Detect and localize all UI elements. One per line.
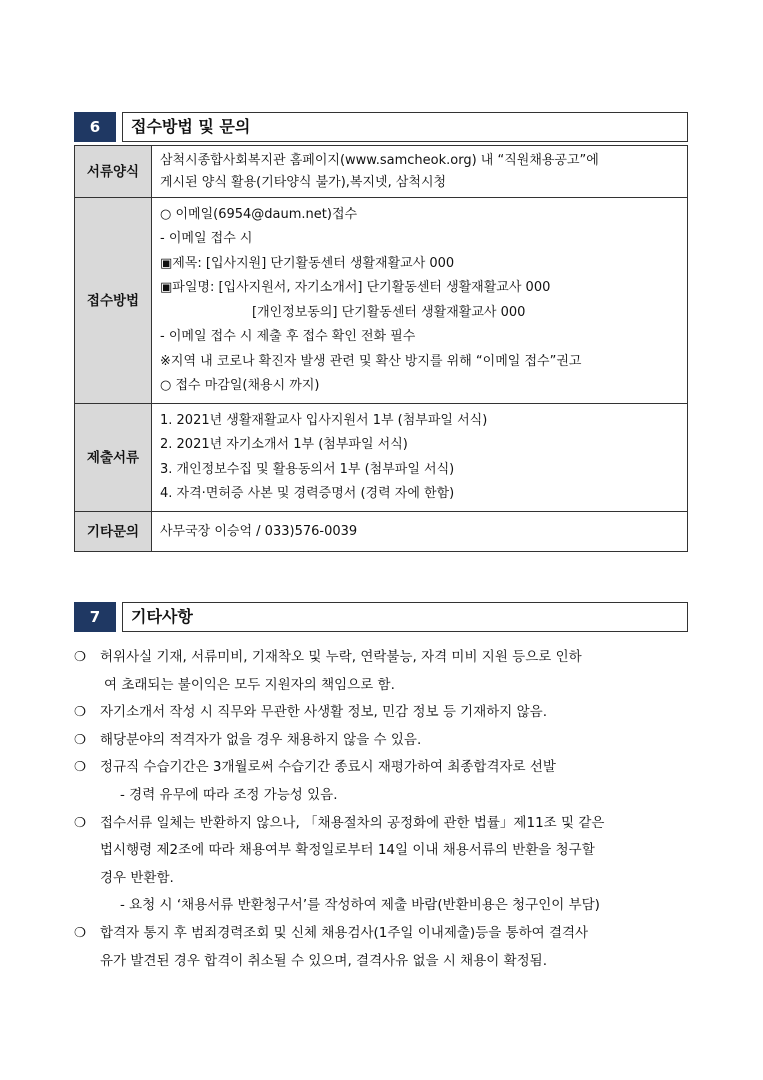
text-line: - 이메일 접수 시	[160, 231, 253, 246]
text-line: 게시된 양식 활용(기타양식 불가),복지넷, 삼척시청	[160, 174, 447, 190]
section-7-title: 기타사항	[122, 602, 688, 632]
row-label: 서류양식	[75, 146, 152, 198]
text-line: ▣파일명: [입사지원서, 자기소개서] 단기활동센터 생활재활교사 000	[160, 280, 551, 295]
text-line: 해당분야의 적격자가 없을 경우 채용하지 않을 수 있음.	[100, 731, 422, 748]
circle-bullet-icon: ❍	[74, 649, 87, 665]
row-label: 제출서류	[75, 404, 152, 512]
list-item	[74, 920, 692, 975]
row-value	[152, 146, 688, 198]
text-line: ▣제목: [입사지원] 단기활동센터 생활재활교사 000	[160, 255, 455, 271]
row-label: 접수방법	[75, 198, 152, 404]
text-line: 법시행령 제2조에 따라 채용여부 확정일로부터 14일 이내 채용서류의 반환을 청구할	[100, 842, 595, 859]
table-row	[75, 404, 688, 512]
list-item	[74, 754, 692, 809]
sub-note: - 요청 시 ‘채용서류 반환청구서’를 작성하여 제출 바람(반환비용은 청구인이 부담)	[120, 897, 600, 914]
circle-bullet-icon: ❍	[74, 704, 87, 721]
text-line: 여 초래되는 불이익은 모두 지원자의 책임으로 함.	[104, 676, 395, 693]
text-line: - 이메일 접수 시 제출 후 접수 확인 전화 필수	[160, 329, 416, 344]
text-line: 2. 2021년 자기소개서 1부 (첨부파일 서식)	[160, 437, 408, 452]
circle-bullet-icon: ❍	[74, 759, 87, 776]
text-line: 삼척시종합사회복지관 홈페이지(www.samcheok.org) 내 “직원채용공고”에	[160, 152, 599, 168]
text-line: 4. 자격·면허증 사본 및 경력증명서 (경력 자에 한함)	[160, 486, 455, 501]
list-item	[74, 644, 692, 699]
section-6-title: 접수방법 및 문의	[122, 112, 688, 142]
text-line: 허위사실 기재, 서류미비, 기재착오 및 누락, 연락불능, 자격 미비 지원 등으로 인하	[100, 649, 582, 665]
text-line: 경우 반환함.	[100, 869, 174, 886]
text-line: 접수서류 일체는 반환하지 않으나, 「채용절차의 공정화에 관한 법률」제11조 및 같은	[100, 814, 605, 831]
row-value	[152, 512, 688, 552]
text-line: 자기소개서 작성 시 직무와 무관한 사생활 정보, 민감 정보 등 기재하지 않음.	[100, 704, 548, 721]
text-line: [개인정보동의] 단기활동센터 생활재활교사 000	[252, 304, 526, 320]
text-line: ※지역 내 코로나 확진자 발생 관련 및 확산 방지를 위해 “이메일 접수”권고	[160, 353, 582, 369]
list-item	[74, 699, 692, 727]
text-line: 3. 개인정보수집 및 활용동의서 1부 (첨부파일 서식)	[160, 461, 455, 477]
text-line: ○ 접수 마감일(채용시 까지)	[160, 378, 320, 393]
text-line: 정규직 수습기간은 3개월로써 수습기간 종료시 재평가하여 최종합격자로 선발	[100, 759, 556, 776]
text-line: 사무국장 이승억 / 033)576-0039	[160, 523, 358, 539]
text-line: 1. 2021년 생활재활교사 입사지원서 1부 (첨부파일 서식)	[160, 412, 488, 428]
section-6-number: 6	[74, 112, 116, 142]
table-row	[75, 198, 688, 404]
circle-bullet-icon: ❍	[74, 924, 87, 941]
notes-list	[74, 644, 692, 975]
section-7-header	[74, 602, 688, 632]
list-item	[74, 810, 692, 920]
text-line: 유가 발견된 경우 합격이 취소될 수 있으며, 결격사유 없을 시 채용이 확정됨.	[100, 952, 548, 969]
section-6-header	[74, 112, 688, 142]
section-7-number: 7	[74, 602, 116, 632]
table-row	[75, 512, 688, 552]
table-row	[75, 146, 688, 198]
sub-note: - 경력 유무에 따라 조정 가능성 있음.	[120, 786, 338, 803]
row-value	[152, 198, 688, 404]
circle-bullet-icon: ❍	[74, 731, 87, 748]
row-label: 기타문의	[75, 512, 152, 552]
text-line: 합격자 통지 후 범죄경력조회 및 신체 채용검사(1주일 이내제출)등을 통하여 결격사	[100, 924, 589, 941]
list-item	[74, 727, 692, 755]
row-value	[152, 404, 688, 512]
circle-bullet-icon: ❍	[74, 814, 87, 831]
text-line: ○ 이메일(6954@daum.net)접수	[160, 206, 358, 222]
application-info-table	[74, 145, 688, 552]
